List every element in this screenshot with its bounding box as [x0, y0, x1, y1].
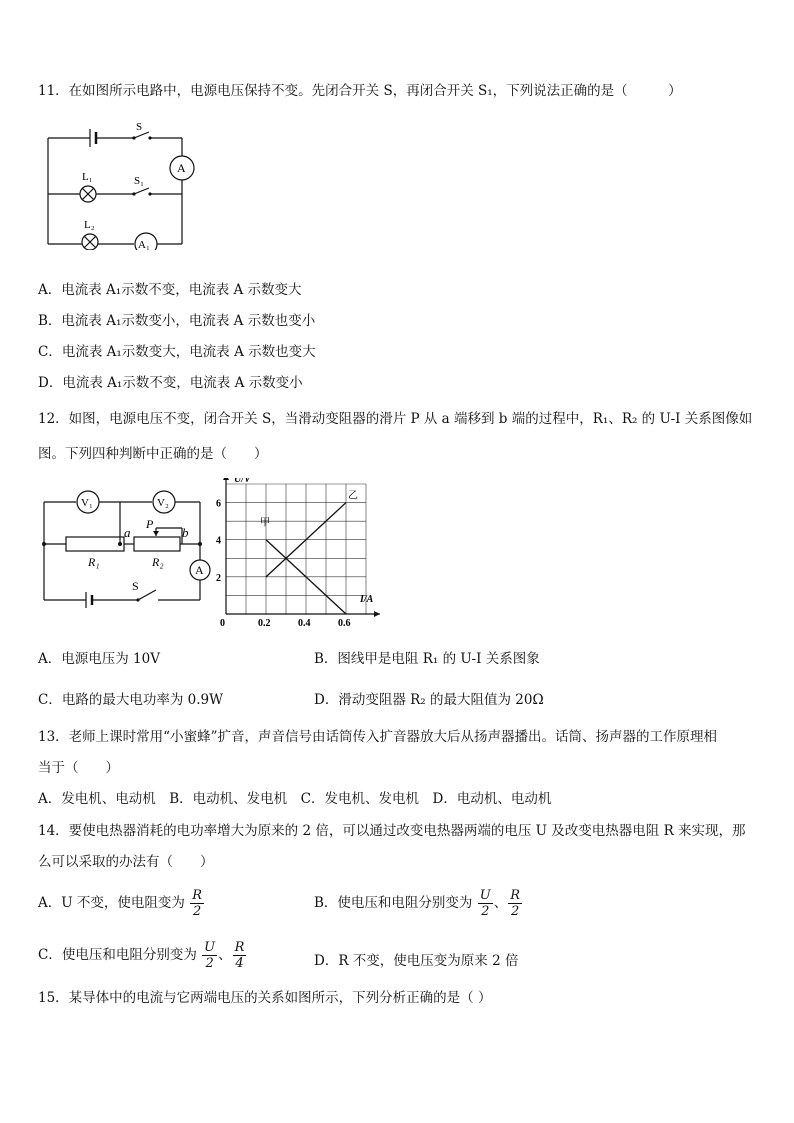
q14-option-b: B．使电压和电阻分别变为 $\frac{U}{2}$ 、 $\frac{R}{2}$ — [314, 888, 520, 919]
q12-option-d: D．滑动变阻器 R₂ 的最大阻值为 20Ω — [314, 692, 544, 708]
x-tick-label: 0.4 — [298, 618, 311, 628]
x-axis-label: I/A — [360, 594, 374, 605]
q12-option-b: B．图线甲是电阻 R₁ 的 U-I 关系图象 — [314, 651, 540, 667]
q15-stem: 15．某导体中的电流与它两端电压的关系如图所示，下列分析正确的是（ ） — [38, 990, 492, 1006]
y-axis-label: U/V — [234, 478, 251, 485]
x-axis-arrow — [374, 611, 380, 617]
y-axis-arrow — [223, 478, 229, 480]
q11-option-a: A．电流表 A₁示数不变，电流表 A 示数变大 — [38, 282, 302, 298]
y-tick-label: 6 — [216, 498, 221, 510]
switch-s1-label: S₁ — [134, 175, 144, 187]
resistor-r2-label: R₂ — [152, 555, 164, 569]
q11-circuit-diagram — [40, 118, 200, 250]
fraction-u-over-2: $\frac{U}{2}$ — [204, 940, 216, 971]
q12-option-c: C．电路的最大电功率为 0.9W — [38, 692, 223, 708]
point-a-label: a — [124, 525, 131, 540]
q14-stem-line1: 14．要使电热器消耗的电功率增大为原来的 2 倍，可以通过改变电热器两端的电压 U 及改变电热器电阻 R 来实现，那 — [38, 823, 746, 839]
ui-chart — [210, 478, 390, 628]
q13-options: A．发电机、电动机 B．电动机、发电机 C．发电机、发电机 D．电动机、电动机 — [38, 791, 552, 807]
q11-option-d: D．电流表 A₁示数不变，电流表 A 示数变小 — [38, 375, 303, 391]
lamp-l2-label: L₂ — [84, 219, 95, 231]
switch-s-label: S — [132, 579, 139, 593]
q11-option-c: C．电流表 A₁示数变大，电流表 A 示数也变大 — [38, 344, 316, 360]
voltmeter-v1-label: V₁ — [81, 497, 93, 509]
fraction-u-over-2: $\frac{U}{2}$ — [479, 888, 491, 919]
series-label: 乙 — [348, 490, 358, 502]
ammeter-a1-label: A₁ — [138, 239, 150, 250]
q11-option-b: B．电流表 A₁示数变小，电流表 A 示数也变小 — [38, 313, 316, 329]
x-tick-label: 0.6 — [338, 618, 351, 628]
point-b-label: b — [182, 525, 189, 540]
lamp-l1-label: L₁ — [82, 171, 93, 183]
ammeter-label: A — [195, 563, 204, 577]
q14-option-a: A．U 不变，使电阻变为 $\frac{R}{2}$ — [38, 888, 203, 919]
q14-stem-line2: 么可以采取的办法有（ ） — [38, 854, 214, 870]
series-label: 甲 — [260, 517, 270, 529]
fraction-r-over-2: $\frac{R}{2}$ — [510, 888, 520, 919]
y-tick-label: 4 — [216, 535, 221, 547]
voltmeter-v2-label: V₂ — [157, 497, 169, 509]
ammeter-a-label: A — [177, 161, 186, 175]
q12-stem-line2: 图。下列四种判断中正确的是（ ） — [38, 446, 268, 462]
switch-s-label: S — [136, 121, 143, 133]
q14-option-c: C．使电压和电阻分别变为 $\frac{U}{2}$ 、 $\frac{R}{4}$ — [38, 940, 245, 971]
q13-stem-line2: 当于（ ） — [38, 760, 119, 776]
fraction-r-over-2: $\frac{R}{2}$ — [192, 888, 203, 919]
q12-circuit-diagram — [38, 486, 216, 612]
x-tick-label: 0.2 — [258, 618, 271, 628]
resistor-r1-label: R₁ — [88, 555, 100, 569]
q11-stem: 11．在如图所示电路中，电源电压保持不变。先闭合开关 S，再闭合开关 S₁，下列说法正确的是（ ） — [38, 83, 682, 99]
slider-p-label: P — [146, 517, 154, 531]
q13-stem-line1: 13．老师上课时常用“小蜜蜂”扩音，声音信号由话筒传入扩音器放大后从扬声器播出。话筒、扬声器的工作原理相 — [38, 729, 717, 745]
x-tick-label: 0 — [220, 618, 225, 628]
y-tick-label: 2 — [216, 572, 221, 584]
q14-option-d: D．R 不变，使电压变为原来 2 倍 — [314, 953, 519, 969]
fraction-r-over-4: $\frac{R}{4}$ — [234, 940, 245, 971]
q12-stem-line1: 12．如图，电源电压不变，闭合开关 S，当滑动变阻器的滑片 P 从 a 端移到 b 端的过程中，R₁、R₂ 的 U-I 关系图像如 — [38, 411, 753, 427]
q12-option-a: A．电源电压为 10V — [38, 651, 160, 667]
